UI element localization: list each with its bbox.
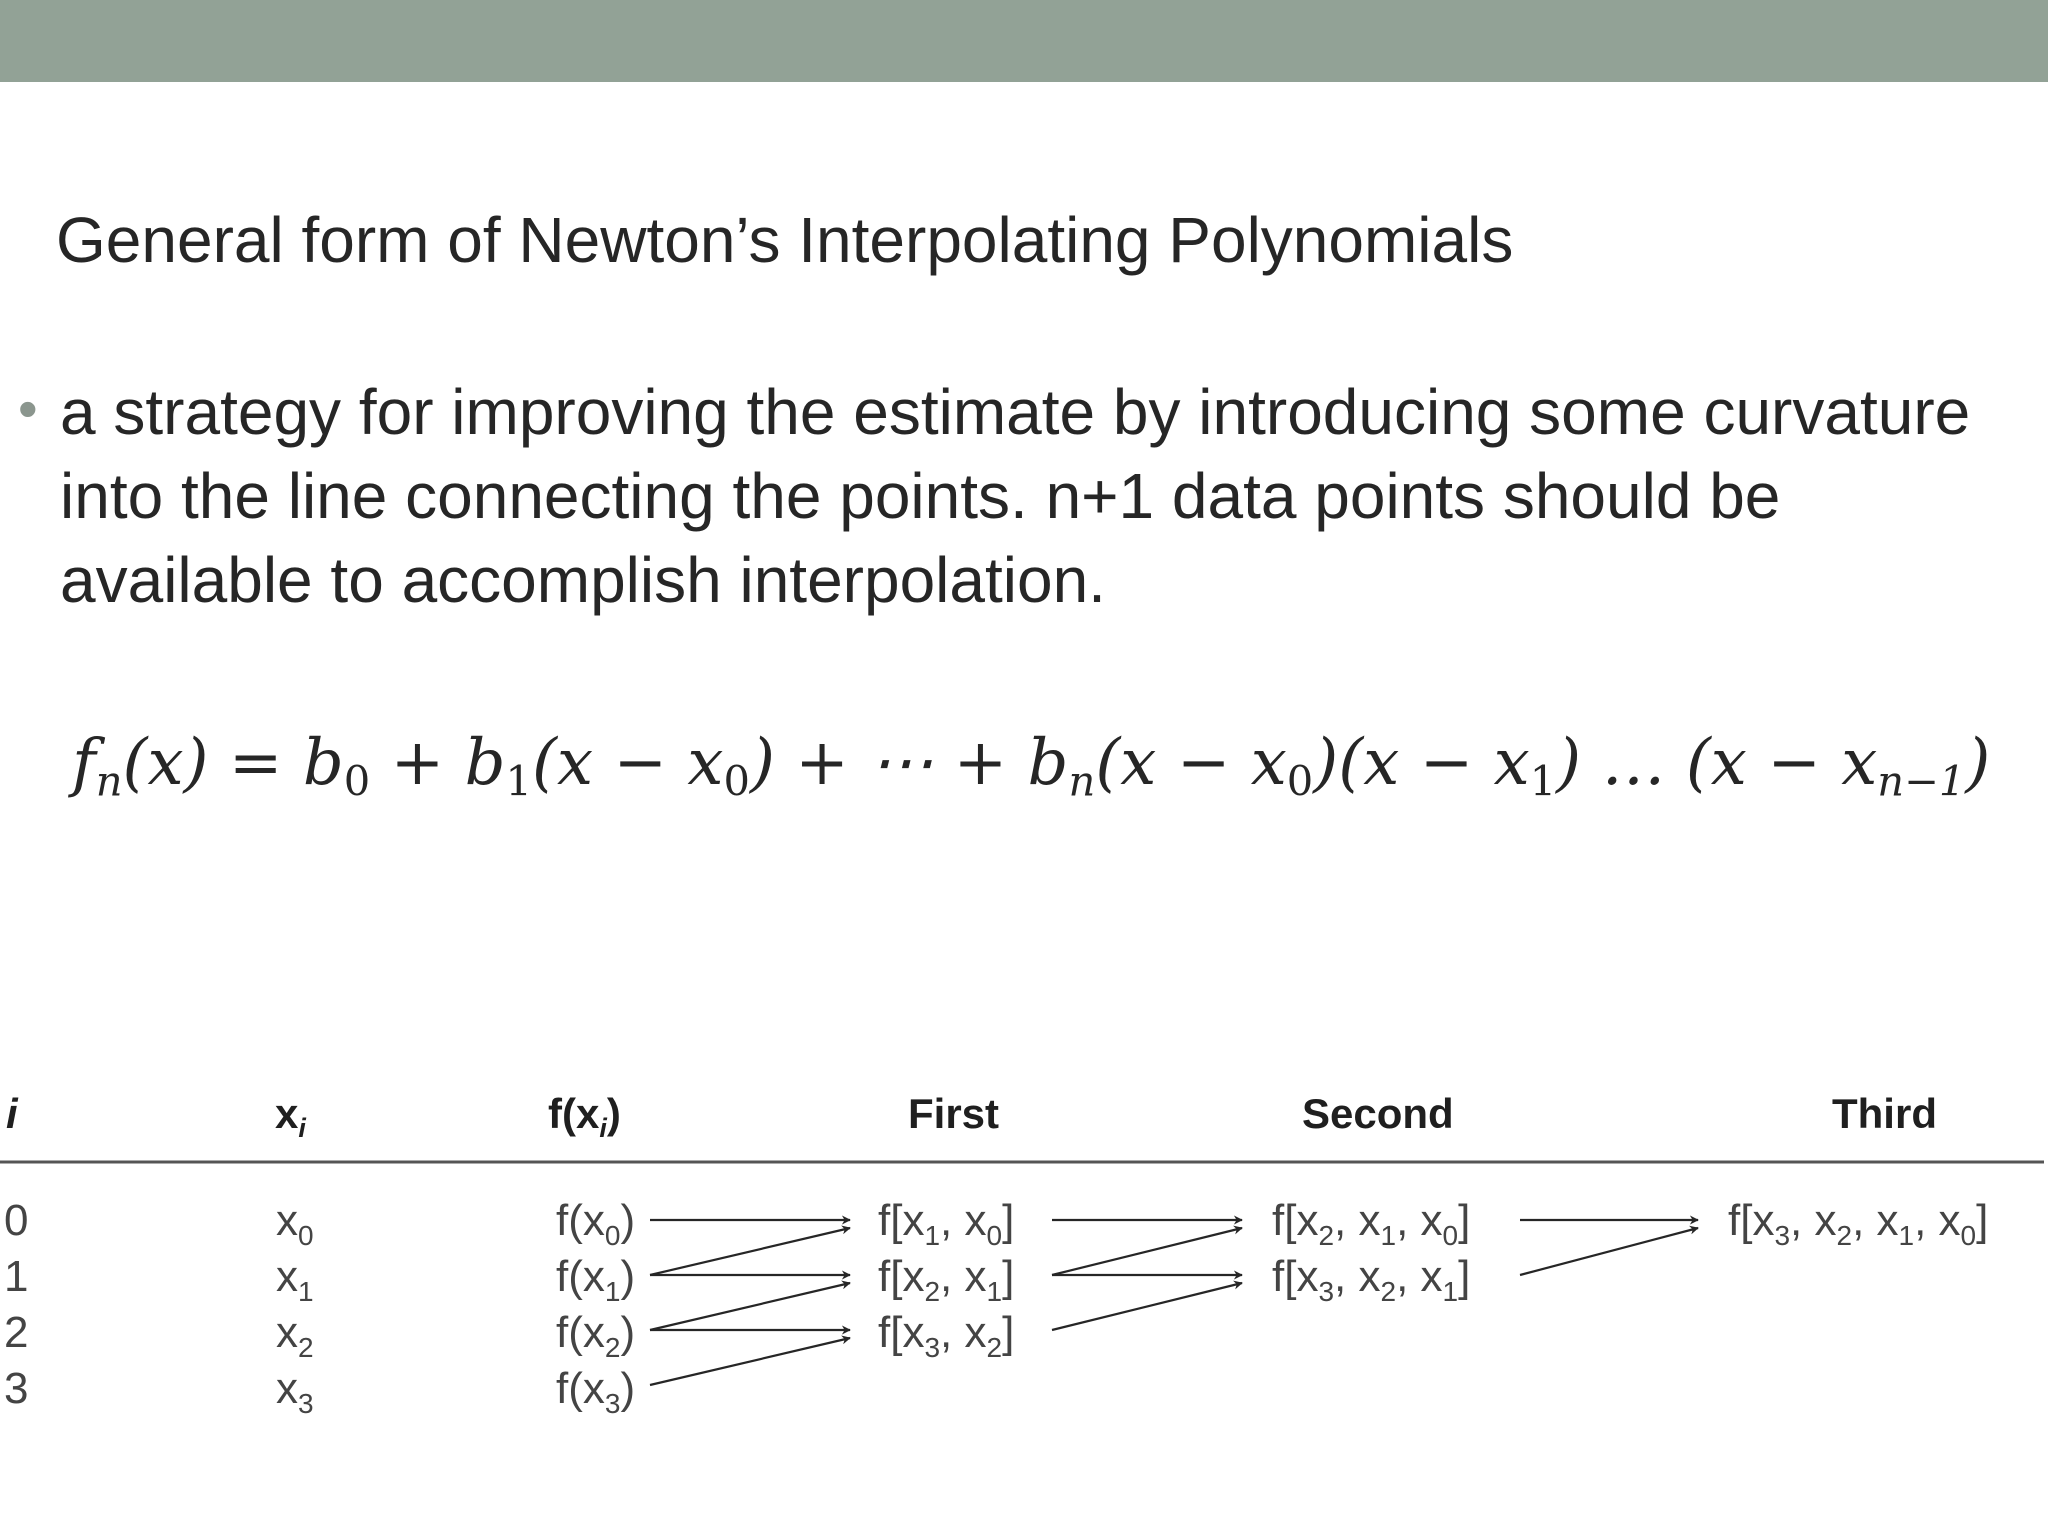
first-difference: $f[x_1$, $x_0$] (878, 1196, 1015, 1251)
bullet-marker: • (18, 377, 38, 440)
slide-title: General form of Newton’s Interpolating Polynomials (56, 204, 1514, 276)
header-third: Third (1832, 1090, 1937, 1137)
f-value: $f(x_2)$ (556, 1308, 636, 1363)
row-index-1: 1 (4, 1252, 29, 1301)
row-index-2: 2 (4, 1308, 29, 1357)
divided-difference-table (0, 1070, 2048, 1430)
row-index-3: 3 (4, 1364, 29, 1413)
header-i: i (6, 1090, 18, 1137)
arrow (650, 1228, 850, 1275)
header-bar (0, 0, 2048, 82)
x-value: $x_0$ (276, 1196, 314, 1251)
arrow (650, 1283, 850, 1330)
x-value: $x_1$ (276, 1252, 314, 1307)
arrow (650, 1338, 850, 1385)
third-difference: $f[x_3$, $x_2$, $x_1$, $x_0$] (1728, 1196, 1989, 1251)
arrow (1052, 1283, 1242, 1330)
x-value: $x_3$ (276, 1364, 314, 1419)
f-value: $f(x_0)$ (556, 1196, 636, 1251)
newton-formula: $f_n(x) = b_0 + b_1(x - x_0)$ + ⋯ + $b_n(x - x_0)(x - x_1)$ … $(x - x_{n-1})$ (72, 726, 1991, 806)
header-xi: $x_i$ (275, 1090, 306, 1143)
x-value: $x_2$ (276, 1308, 314, 1363)
f-value: $f(x_3)$ (556, 1364, 636, 1419)
row-index-0: 0 (4, 1196, 29, 1245)
second-difference: $f[x_3$, $x_2$, $x_1$] (1272, 1252, 1471, 1307)
f-value: $f(x_1)$ (556, 1252, 636, 1307)
header-first: First (908, 1090, 1000, 1137)
header-second: Second (1302, 1090, 1454, 1137)
header-fxi: $f(x_i)$ (548, 1090, 621, 1143)
first-difference: $f[x_3$, $x_2$] (878, 1308, 1015, 1363)
second-difference: $f[x_2$, $x_1$, $x_0$] (1272, 1196, 1471, 1251)
bullet-text: a strategy for improving the estimate by introducing some curvature into the line connecting the points. n+1 data points should be available to accomplish interpolation. (60, 376, 1971, 616)
first-difference: $f[x_2$, $x_1$] (878, 1252, 1015, 1307)
arrow (1052, 1228, 1242, 1275)
arrow (1520, 1228, 1698, 1275)
